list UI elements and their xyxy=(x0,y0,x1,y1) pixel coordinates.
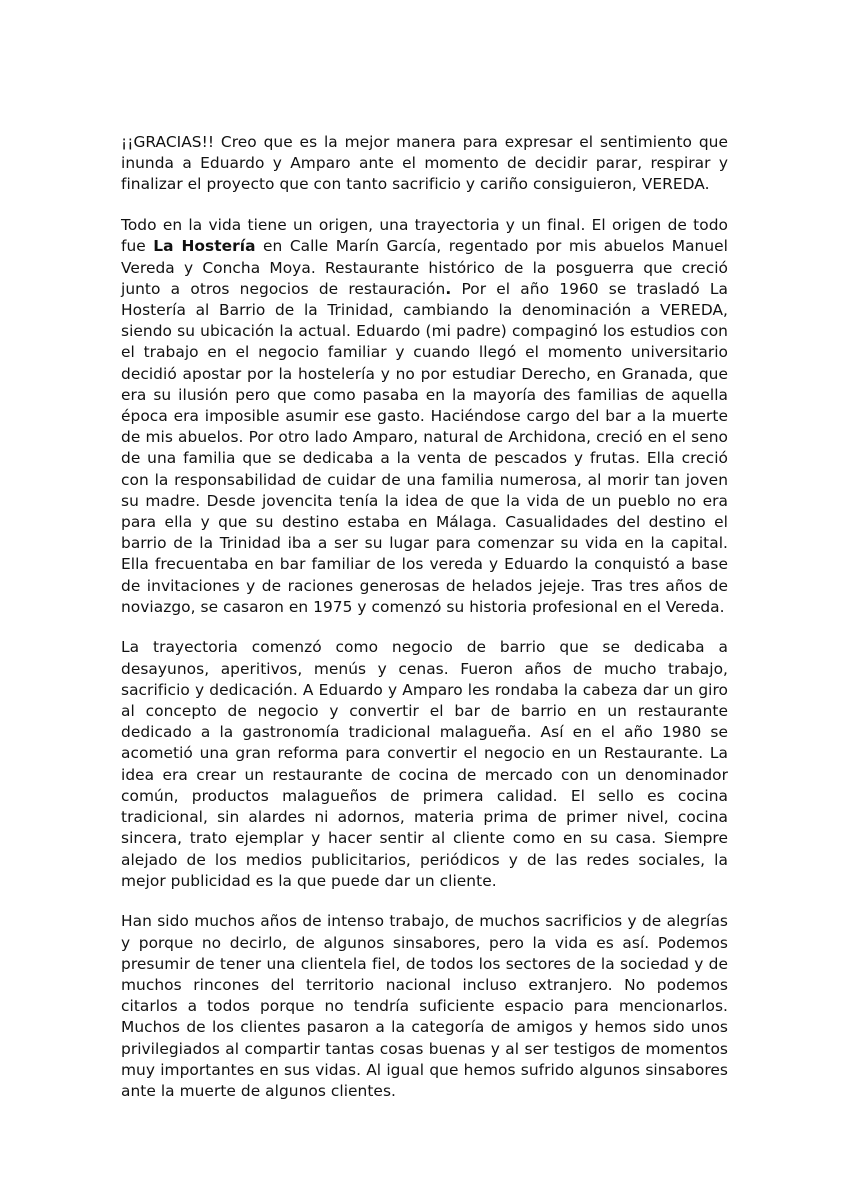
bold-period: . xyxy=(445,279,452,298)
paragraph-text: en Calle Marín García, regentado por mis abuelos Manuel Vereda y Concha Moya. Restaurante histórico de la posguerra que creció junto a otros negocios de restauración xyxy=(121,237,729,298)
paragraph-text: La trayectoria comenzó como negocio de barrio que se dedicaba a desayunos, aperitivos, menús y cenas. Fueron años de mucho trabajo, sacrificio y dedicación. A Eduardo y Amparo les rondaba la cabeza dar un giro al concepto de negocio y convertir el bar de barrio en un restaurante dedicado a la gastronomía tradicional malagueña. Así en el año 1980 se acometió una gran reforma para convertir el negocio en un Restaurante. La idea era crear un restaurante de cocina de mercado con un denominador común, productos malagueños de primera calidad. El sello es cocina tradicional, sin alardes ni adornos, materia prima de primer nivel, cocina sincera, trato ejemplar y hacer sentir al cliente como en su casa. Siempre alejado de los medios publicitarios, periódicos y de las redes sociales, la mejor publicidad es la que puede dar un cliente. xyxy=(121,638,728,890)
paragraph-text: Han sido muchos años de intenso trabajo, de muchos sacrificios y de alegrías y porque no decirlo, de algunos sinsabores, pero la vida es así. Podemos presumir de tener una clientela fiel, de todos los sectores de la sociedad y de muchos rincones del territorio nacional incluso extranjero. No podemos citarlos a todos porque no tendría suficiente espacio para mencionarlos. Muchos de los clientes pasaron a la categoría de amigos y hemos sido unos privilegiados al compartir tantas cosas buenas y al ser testigos de momentos muy importantes en sus vidas. Al igual que hemos sufrido algunos sinsabores ante la muerte de algunos clientes. xyxy=(121,912,728,1101)
paragraph-origen xyxy=(121,215,728,618)
paragraph-text: Por el año 1960 se trasladó La Hostería al Barrio de la Trinidad, cambiando la denominación a VEREDA, siendo su ubicación la actual. Eduardo (mi padre) compaginó los estudios con el trabajo en el negocio familiar y cuando llegó el momento universitario decidió apostar por la hostelería y no por estudiar Derecho, en Granada, que era su ilusión pero que como pasaba en la mayoría des familias de aquella época era imposible asumir ese gasto. Haciéndose cargo del bar a la muerte de mis abuelos. Por otro lado Amparo, natural de Archidona, creció en el seno de una familia que se dedicaba a la venta de pescados y frutas. Ella creció con la responsabilidad de cuidar de una familia numerosa, al morir tan joven su madre. Desde jovencita tenía la idea de que la vida de un pueblo no era para ella y que su destino estaba en Málaga. Casualidades del destino el barrio de la Trinidad iba a ser su lugar para comenzar su vida en la capital. Ella frecuentaba en bar familiar de los vereda y Eduardo la conquistó a base de invitaciones y de raciones generosas de helados jejeje. Tras tres años de noviazgo, se casaron en 1975 y comenzó su historia profesional en el Vereda. xyxy=(121,279,728,616)
bold-text-la-hosteria: La Hostería xyxy=(153,237,256,256)
paragraph-gracias xyxy=(121,132,728,196)
paragraph-clientela xyxy=(121,911,728,1102)
document-page xyxy=(121,132,728,1122)
paragraph-text: Todo en la vida tiene un origen, una trayectoria y un final. El origen de todo fue xyxy=(121,216,728,256)
paragraph-trayectoria xyxy=(121,637,728,891)
paragraph-text: ¡¡GRACIAS!! Creo que es la mejor manera para expresar el sentimiento que inunda a Eduardo y Amparo ante el momento de decidir parar, respirar y finalizar el proyecto que con tanto sacrificio y cariño consiguieron, VEREDA. xyxy=(121,133,728,194)
